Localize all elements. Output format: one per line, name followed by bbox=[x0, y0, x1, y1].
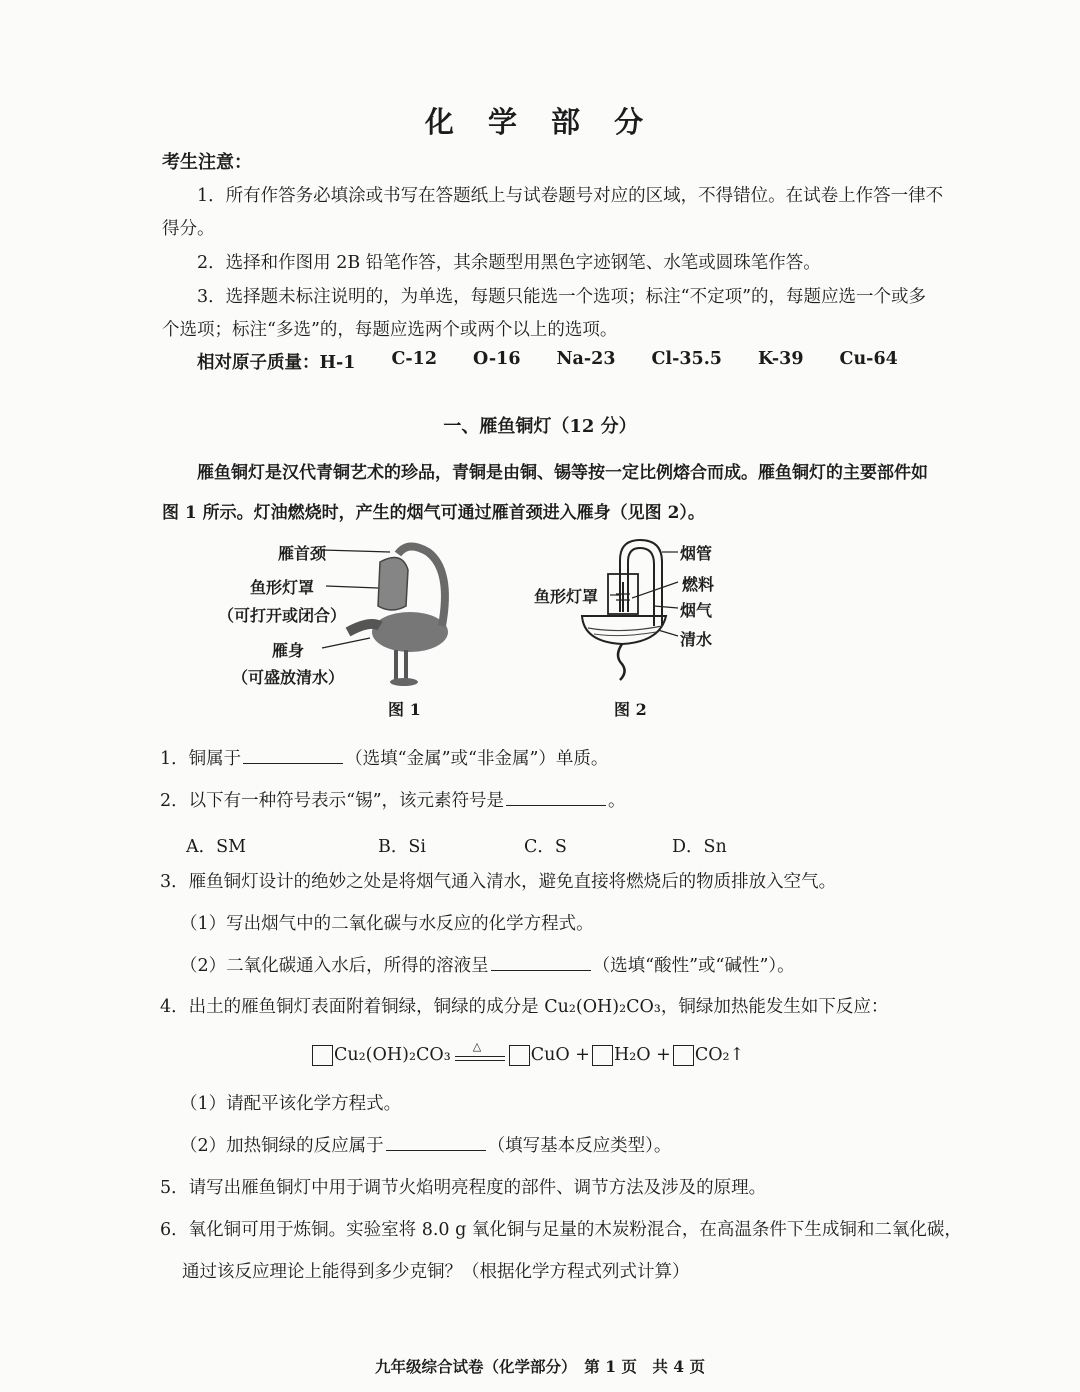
heat-equals-sign bbox=[453, 1040, 507, 1066]
equation-product-1: CuO + bbox=[530, 1045, 590, 1065]
answer-blank[interactable] bbox=[491, 969, 591, 971]
fig2-label-water: 清水 bbox=[680, 630, 713, 649]
coefficient-box[interactable] bbox=[509, 1045, 530, 1066]
option-d[interactable]: D．Sn bbox=[672, 837, 727, 857]
leader-line bbox=[326, 586, 378, 588]
answer-blank[interactable] bbox=[506, 804, 606, 806]
notice-item-2: 2．选择和作图用 2B 铅笔作答，其余题型用黑色字迹钢笔、水笔或圆珠笔作答。 bbox=[197, 253, 821, 273]
question-1 bbox=[160, 743, 608, 776]
coefficient-box[interactable] bbox=[673, 1045, 694, 1066]
fig1-label-shade: 鱼形灯罩 bbox=[250, 578, 315, 597]
coefficient-box[interactable] bbox=[592, 1045, 613, 1066]
fig1-label-body: 雁身 bbox=[272, 641, 305, 660]
atomic-mass-item: C-12 bbox=[391, 349, 438, 369]
equation-product-3: CO₂↑ bbox=[694, 1045, 745, 1065]
question-1-text: 1．铜属于 bbox=[160, 749, 242, 769]
equation-reactant: Cu₂(OH)₂CO₃ bbox=[334, 1045, 451, 1065]
notice-item-3: 3．选择题未标注说明的，为单选，每题只能选一个选项；标注“不定项”的，每题应选一个或多 bbox=[197, 287, 927, 307]
atomic-mass-item: Cu-64 bbox=[839, 349, 898, 369]
question-3-2-text-post: （选填“酸性”或“碱性”）。 bbox=[592, 956, 795, 976]
equation-product-2: H₂O + bbox=[613, 1045, 671, 1065]
question-3: 3．雁鱼铜灯设计的绝妙之处是将烟气通入清水，避免直接将燃烧后的物质排放入空气。 bbox=[160, 872, 837, 892]
option-a[interactable]: A．SM bbox=[186, 837, 247, 857]
atomic-mass-item: Na-23 bbox=[556, 349, 616, 369]
question-6: 6．氧化铜可用于炼铜。实验室将 8.0 g 氧化铜与足量的木炭粉混合，在高温条件下生成铜和二氧化碳， bbox=[160, 1220, 962, 1240]
question-1-text-post: （选填“金属”或“非金属”）单质。 bbox=[345, 749, 609, 769]
question-3-2 bbox=[180, 950, 795, 983]
figure-2-caption: 图 2 bbox=[614, 700, 647, 719]
option-b[interactable]: B．Si bbox=[378, 837, 426, 857]
section-title: 一、雁鱼铜灯（12 分） bbox=[443, 416, 637, 437]
leader-line bbox=[654, 606, 678, 608]
atomic-mass-item: O-16 bbox=[473, 349, 521, 369]
atomic-masses-label: 相对原子质量：H-1 bbox=[197, 353, 356, 373]
page-title: 化 学 部 分 bbox=[424, 105, 656, 139]
question-2 bbox=[160, 785, 626, 818]
answer-blank[interactable] bbox=[243, 762, 343, 764]
section-intro: 雁鱼铜灯是汉代青铜艺术的珍品，青铜是由铜、锡等按一定比例熔合而成。雁鱼铜灯的主要部件如 bbox=[197, 463, 928, 483]
goose-foot bbox=[390, 678, 418, 686]
leader-line bbox=[322, 550, 390, 552]
atomic-mass-item: K-39 bbox=[757, 349, 804, 369]
fig2-label-shade: 鱼形灯罩 bbox=[534, 587, 599, 606]
smoke-pipe-outer bbox=[620, 540, 662, 626]
question-4-2-text: （2）加热铜绿的反应属于 bbox=[180, 1136, 384, 1156]
fig1-label-neck: 雁首颈 bbox=[278, 544, 327, 563]
notice-item-3-cont: 个选项；标注“多选”的，每题应选两个或两个以上的选项。 bbox=[162, 320, 618, 340]
notice-item-1-cont: 得分。 bbox=[162, 219, 215, 239]
option-c[interactable]: C．S bbox=[524, 837, 567, 857]
atomic-masses bbox=[197, 349, 934, 374]
goose-body bbox=[372, 612, 448, 652]
fig2-label-fuel: 燃料 bbox=[682, 575, 715, 594]
figure-2-section-drawing bbox=[570, 534, 680, 684]
leader-line bbox=[658, 630, 678, 636]
notice-heading: 考生注意： bbox=[162, 152, 252, 173]
question-3-2-text: （2）二氧化碳通入水后，所得的溶液呈 bbox=[180, 956, 489, 976]
question-4: 4．出土的雁鱼铜灯表面附着铜绿，铜绿的成分是 Cu₂(OH)₂CO₃，铜绿加热能发生如下反应： bbox=[160, 997, 889, 1017]
fig2-label-smoke: 烟气 bbox=[680, 601, 713, 620]
page-footer: 九年级综合试卷（化学部分） 第 1 页 共 4 页 bbox=[375, 1357, 705, 1376]
question-6-cont: 通过该反应理论上能得到多少克铜？（根据化学方程式列式计算） bbox=[182, 1262, 690, 1282]
atomic-mass-item: Cl-35.5 bbox=[651, 349, 722, 369]
leader-line bbox=[322, 638, 370, 648]
question-3-1: （1）写出烟气中的二氧化碳与水反应的化学方程式。 bbox=[180, 914, 594, 934]
heat-icon: △ bbox=[472, 1040, 482, 1053]
fish-shade bbox=[378, 558, 408, 611]
fig1-label-body-note: （可盛放清水） bbox=[232, 668, 345, 687]
fig2-label-pipe: 烟管 bbox=[680, 544, 713, 563]
question-2-text-post: 。 bbox=[608, 791, 626, 811]
answer-blank[interactable] bbox=[386, 1149, 486, 1151]
fig1-label-shade-note: （可打开或闭合） bbox=[218, 606, 347, 625]
question-4-2-text-post: （填写基本反应类型）。 bbox=[487, 1136, 672, 1156]
section-intro-cont: 图 1 所示。灯油燃烧时，产生的烟气可通过雁首颈进入雁身（见图 2）。 bbox=[162, 503, 705, 523]
coefficient-box[interactable] bbox=[312, 1045, 333, 1066]
question-2-text: 2．以下有一种符号表示“锡”，该元素符号是 bbox=[160, 791, 505, 811]
chemical-equation bbox=[312, 1040, 745, 1066]
water-wave bbox=[594, 632, 656, 636]
question-4-1: （1）请配平该化学方程式。 bbox=[180, 1094, 402, 1114]
question-4-2 bbox=[180, 1130, 671, 1163]
lamp-foot bbox=[618, 644, 625, 680]
figure-1-caption: 图 1 bbox=[388, 700, 421, 719]
notice-item-1: 1．所有作答务必填涂或书写在答题纸上与试卷题号对应的区域，不得错位。在试卷上作答一律不 bbox=[197, 186, 944, 206]
question-5: 5．请写出雁鱼铜灯中用于调节火焰明亮程度的部件、调节方法及涉及的原理。 bbox=[160, 1178, 767, 1198]
water-surface bbox=[588, 626, 662, 631]
